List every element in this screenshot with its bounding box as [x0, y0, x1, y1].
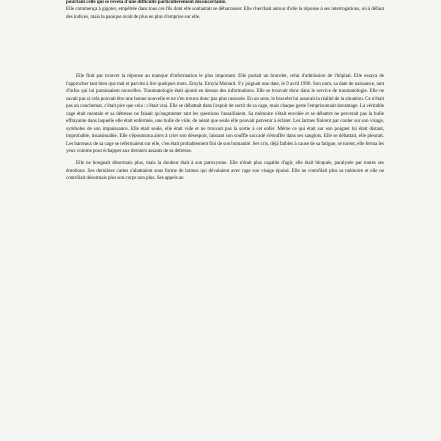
paragraph: Elle ne bougeait désormais plus, mais la douleur était à son paroxysme. Elle n'était plus capable d'agir, elle était bloquée, paralysée par toutes ses émotions. Ses dernières cartes s'abattaient sous forme de larmes qui dévalaient avec rage son visage épuisé. Elle ne contrôlait plus sa mémoire et elle ne contrôlait désormais plus son corps non plus. Ses appels au [66, 160, 384, 182]
document-main-section [66, 73, 384, 183]
paragraph: Elle finit par trouver la réponse au manque d'information le plus important. Elle portait un bracelet, celui d'admission de l'hôpital. Elle essaya de l'approcher tant bien que mal et parvint à lire quelques mots. Emyla. Emyla Monard. S'y joignait une date, le 9 avril 1990. Son nom, sa date de naissance, tant d'infos qui lui paraissaient nouvelles. Traumatologie était ajouté en dessus des informations. Elle se trouvait donc dans le service de traumatologie. Elle ne savait pas si cela pouvait être une bonne nouvelle et ne s'en trouva donc pas plus rassurée. En un sens, le bracelet lui assurait la réalité de la situation. Ce n'était pas un cauchemar, c'était pire que cela : c'était vrai. Elle se débattait dans l'espoir de sortir de sa cage, mais chaque geste l'emprisonnait davantage. La véritable cage était mentale et sa détresse ne faisait qu'augmenter tant les questions l'assaillaient. Sa mémoire s'était envolée et se débattre ne percerait pas la bulle effrayante dans laquelle elle était enfermée, une bulle de vide, de néant que seule elle pouvait parvenir à éclater. Les larmes finirent par couler sur son visage, symboles de son impuissance. Elle était seule, elle était vide et ne trouvait pas la sortie à cet enfer. Même ce qui était sur son poignet lui était distant, improbable, insaisissable. Elle s'époumona alors à crier son désespoir, laissant son souffle saccadé s'étouffer dans ses sanglots. Elle se débattait, elle pleurait. Les barreaux de sa cage se refermaient sur elle, c'en était probablement fini de son humanité. Ses cris, déjà faibles à cause de sa fatigue, se turent, elle ferma les yeux comme pour échapper aux derniers assauts de sa détresse. [66, 73, 384, 155]
cut-off-line: pourtant celle qui se révéla d'une difficulté particulièrement déconcertante. [66, 0, 227, 5]
paragraph: Elle commença à gigoter, empêtrée dans tous ces fils dont elle souhaitait se débarrasser. Elle cherchait autour d'elle la réponse à ses interrogations, où à défaut des indices, mais la panique avait de plus en plus d'emprise sur elle. [66, 6, 384, 20]
document-top-section [66, 0, 384, 21]
